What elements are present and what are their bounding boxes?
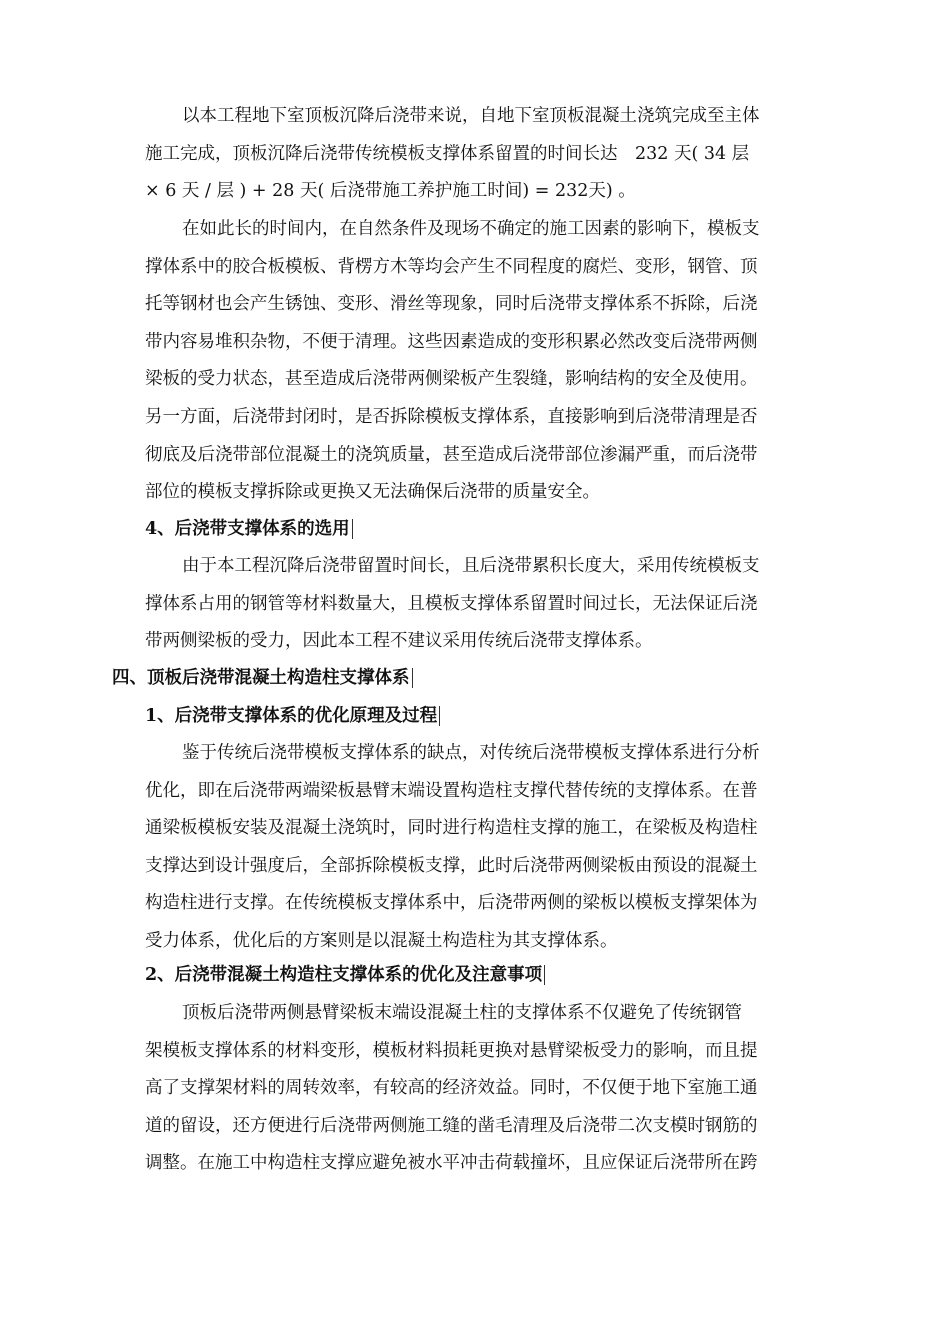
paragraph-long-duration-effects bbox=[145, 211, 810, 512]
text-line: 撑体系中的胶合板模板、背楞方木等均会产生不同程度的腐烂、变形，钢管、顶 bbox=[145, 256, 758, 277]
text-line: 高了支撑架材料的周转效率，有较高的经济效益。同时，不仅便于地下室施工通 bbox=[145, 1078, 758, 1099]
heading-text: 4、后浇带支撑体系的选用 bbox=[145, 519, 353, 539]
heading-text: 四、顶板后浇带混凝土构造柱支撑体系 bbox=[112, 668, 413, 688]
text-line: 架模板支撑体系的材料变形，模板材料损耗更换对悬臂梁板受力的影响，而且提 bbox=[145, 1040, 758, 1061]
text-line: × 6 天 / 层 ) + 28 天( 后浇带施工养护施工时间) = 232天) 。 bbox=[145, 181, 636, 202]
text-line: 调整。在施工中构造柱支撑应避免被水平冲击荷载撞坏，且应保证后浇带所在跨 bbox=[145, 1153, 758, 1174]
paragraph-optimization-principle bbox=[145, 735, 810, 961]
text-line: 支撑达到设计强度后，全部拆除模板支撑，此时后浇带两侧梁板由预设的混凝土 bbox=[145, 855, 758, 876]
heading-subsection-1 bbox=[145, 702, 440, 730]
paragraph-column-support-notes bbox=[145, 995, 810, 1183]
text-line: 道的留设，还方便进行后浇带两侧施工缝的凿毛清理及后浇带二次支模时钢筋的 bbox=[145, 1115, 758, 1136]
text-line: 以本工程地下室顶板沉降后浇带来说，自地下室顶板混凝土浇筑完成至主体 bbox=[182, 106, 760, 126]
text-line: 鉴于传统后浇带模板支撑体系的缺点，对传统后浇带模板支撑体系进行分析 bbox=[182, 743, 760, 763]
paragraph-settlement-duration bbox=[145, 98, 810, 211]
heading-subsection-2 bbox=[145, 961, 545, 989]
heading-section-4 bbox=[145, 515, 353, 543]
text-line: 施工完成，顶板沉降后浇带传统模板支撑体系留置的时间长达 232 天( 34 层 bbox=[145, 143, 750, 164]
text-line: 受力体系，优化后的方案则是以混凝土构造柱为其支撑体系。 bbox=[145, 930, 618, 951]
text-line: 顶板后浇带两侧悬臂梁板末端设混凝土柱的支撑体系不仅避免了传统钢管 bbox=[182, 1003, 742, 1023]
text-line: 构造柱进行支撑。在传统模板支撑体系中，后浇带两侧的梁板以模板支撑架体为 bbox=[145, 893, 758, 914]
heading-text: 2、后浇带混凝土构造柱支撑体系的优化及注意事项 bbox=[145, 965, 545, 985]
text-line: 撑体系占用的钢管等材料数量大，且模板支撑体系留置时间过长，无法保证后浇 bbox=[145, 593, 758, 614]
text-line: 彻底及后浇带部位混凝土的浇筑质量，甚至造成后浇带部位渗漏严重，而后浇带 bbox=[145, 444, 758, 465]
text-line: 梁板的受力状态，甚至造成后浇带两侧梁板产生裂缝，影响结构的安全及使用。 bbox=[145, 369, 758, 390]
paragraph-support-selection bbox=[145, 548, 810, 661]
text-line: 优化，即在后浇带两端梁板悬臂末端设置构造柱支撑代替传统的支撑体系。在普 bbox=[145, 780, 758, 801]
text-line: 带内容易堆积杂物，不便于清理。这些因素造成的变形积累必然改变后浇带两侧 bbox=[145, 331, 758, 352]
text-line: 另一方面，后浇带封闭时，是否拆除模板支撑体系，直接影响到后浇带清理是否 bbox=[145, 406, 758, 427]
heading-text: 1、后浇带支撑体系的优化原理及过程 bbox=[145, 706, 440, 726]
heading-chapter-four bbox=[112, 664, 413, 692]
text-line: 部位的模板支撑拆除或更换又无法确保后浇带的质量安全。 bbox=[145, 482, 600, 503]
text-line: 托等钢材也会产生锈蚀、变形、滑丝等现象，同时后浇带支撑体系不拆除，后浇 bbox=[145, 294, 758, 315]
text-line: 由于本工程沉降后浇带留置时间长，且后浇带累积长度大，采用传统模板支 bbox=[182, 556, 760, 576]
text-line: 在如此长的时间内，在自然条件及现场不确定的施工因素的影响下，模板支 bbox=[182, 219, 760, 239]
text-line: 通梁板模板安装及混凝土浇筑时，同时进行构造柱支撑的施工，在梁板及构造柱 bbox=[145, 818, 758, 839]
text-line: 带两侧梁板的受力，因此本工程不建议采用传统后浇带支撑体系。 bbox=[145, 631, 653, 652]
